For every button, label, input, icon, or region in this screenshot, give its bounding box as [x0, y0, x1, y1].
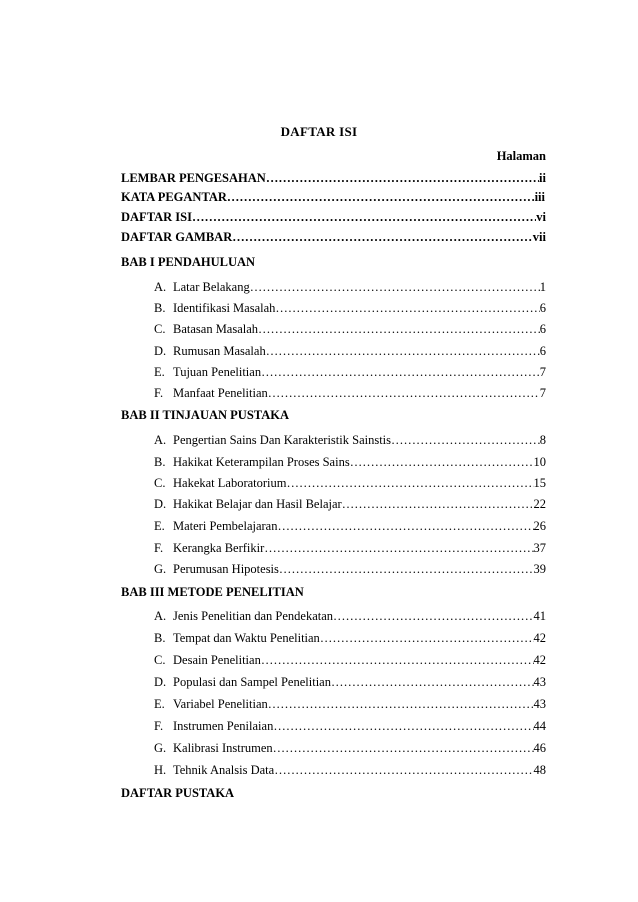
leader-dots: [333, 606, 533, 626]
toc-entry-page: 7: [539, 386, 546, 400]
toc-entry-letter: F.: [154, 386, 164, 400]
toc-entry-page: 42: [533, 653, 546, 667]
toc-entry-label: DAFTAR ISI: [121, 210, 192, 224]
leader-dots: [192, 207, 536, 227]
toc-entry: [154, 672, 546, 692]
toc-entry-page: iii: [534, 190, 545, 204]
toc-entry-label: Pengertian Sains Dan Karakteristik Sainstis: [173, 433, 392, 447]
toc-entry-page: 15: [533, 476, 546, 490]
leader-dots: [342, 494, 534, 514]
leader-dots: [250, 277, 540, 297]
leader-dots: [287, 473, 534, 493]
leader-dots: [273, 738, 534, 758]
leader-dots: [275, 298, 539, 318]
leader-dots: [331, 672, 534, 692]
leader-dots: [273, 716, 533, 736]
chapter-heading-bab-iii: BAB III METODE PENELITIAN: [121, 585, 304, 599]
leader-dots: [350, 452, 534, 472]
toc-entry-label: Latar Belakang: [173, 280, 250, 294]
leader-dots: [258, 319, 540, 339]
toc-entry: [154, 694, 546, 714]
toc-entry-label: KATA PEGANTAR: [121, 190, 227, 204]
toc-entry-label: Hakikat Keterampilan Proses Sains: [173, 455, 350, 469]
toc-entry-page: 22: [533, 497, 546, 511]
toc-entry-letter: B.: [154, 631, 166, 645]
toc-entry-letter: H.: [154, 763, 167, 777]
toc-entry-label: Instrumen Penilaian: [173, 719, 274, 733]
toc-entry: [154, 760, 546, 780]
toc-entry-page: 44: [533, 719, 546, 733]
leader-dots: [264, 538, 533, 558]
toc-entry: [154, 559, 546, 579]
toc-entry-label: DAFTAR GAMBAR: [121, 230, 233, 244]
leader-dots: [274, 760, 533, 780]
back-matter-heading: DAFTAR PUSTAKA: [121, 786, 235, 800]
toc-entry-kata-pegantar: [121, 187, 545, 207]
toc-entry-page: 37: [533, 541, 546, 555]
toc-entry-label: Tempat dan Waktu Penelitian: [173, 631, 320, 645]
leader-dots: [268, 694, 534, 714]
leader-dots: [279, 559, 534, 579]
toc-entry-lembar-pengesahan: [121, 168, 546, 188]
toc-entry-label: Hakikat Belajar dan Hasil Belajar: [173, 497, 342, 511]
toc-entry: [154, 628, 546, 648]
toc-entry-label: LEMBAR PENGESAHAN: [121, 171, 266, 185]
toc-entry-label: Tehnik Analsis Data: [173, 763, 275, 777]
toc-entry-label: Tujuan Penelitian: [173, 365, 262, 379]
toc-entry: [154, 738, 546, 758]
toc-entry: [154, 362, 546, 382]
toc-entry-page: 48: [533, 763, 546, 777]
toc-entry-letter: G.: [154, 741, 167, 755]
toc-entry-page: 46: [533, 741, 546, 755]
toc-entry-letter: C.: [154, 322, 166, 336]
toc-entry-page: 41: [533, 609, 546, 623]
toc-entry-label: Perumusan Hipotesis: [173, 562, 279, 576]
toc-entry-page: 7: [539, 365, 546, 379]
toc-entry: [154, 650, 546, 670]
leader-dots: [261, 362, 540, 382]
toc-entry: [154, 716, 546, 736]
toc-entry-page: 39: [533, 562, 546, 576]
toc-entry: [154, 473, 546, 493]
toc-entry-page: 6: [539, 344, 546, 358]
toc-entry-daftar-gambar: [121, 227, 546, 247]
toc-entry-letter: A.: [154, 280, 167, 294]
toc-entry-letter: A.: [154, 433, 167, 447]
toc-entry-label: Populasi dan Sampel Penelitian: [173, 675, 331, 689]
toc-entry: [154, 516, 546, 536]
toc-entry: [154, 319, 546, 339]
leader-dots: [261, 650, 534, 670]
toc-entry-page: 6: [539, 301, 546, 315]
chapter-heading-bab-i: BAB I PENDAHULUAN: [121, 255, 256, 269]
toc-entry-label: Batasan Masalah: [173, 322, 259, 336]
toc-entry-label: Manfaat Penelitian: [173, 386, 268, 400]
toc-entry: [154, 430, 546, 450]
toc-entry-letter: A.: [154, 609, 167, 623]
leader-dots: [266, 168, 539, 188]
toc-entry-letter: D.: [154, 344, 167, 358]
leader-dots: [227, 187, 535, 207]
toc-entry-page: 8: [539, 433, 546, 447]
toc-entry-label: Identifikasi Masalah: [173, 301, 276, 315]
chapter-heading-bab-ii: BAB II TINJAUAN PUSTAKA: [121, 408, 289, 422]
toc-entry-label: Desain Penelitian: [173, 653, 261, 667]
toc-entry-page: 1: [539, 280, 546, 294]
toc-entry-label: Rumusan Masalah: [173, 344, 266, 358]
toc-entry: [154, 452, 546, 472]
leader-dots: [277, 516, 533, 536]
toc-entry: [154, 341, 546, 361]
toc-entry-page: 26: [533, 519, 546, 533]
toc-entry-letter: C.: [154, 476, 166, 490]
toc-entry-letter: G.: [154, 562, 167, 576]
toc-entry-letter: C.: [154, 653, 166, 667]
toc-entry-label: Jenis Penelitian dan Pendekatan: [173, 609, 334, 623]
leader-dots: [268, 383, 540, 403]
toc-entry: [154, 494, 546, 514]
toc-entry-label: Hakekat Laboratorium: [173, 476, 287, 490]
toc-entry-daftar-isi: [121, 207, 546, 227]
toc-entry-label: Kerangka Berfikir: [173, 541, 265, 555]
toc-entry-page: 42: [533, 631, 546, 645]
toc-entry-page: 43: [533, 675, 546, 689]
toc-entry-page: vii: [532, 230, 546, 244]
page-column-label: Halaman: [496, 149, 546, 163]
toc-entry: [154, 298, 546, 318]
toc-entry: [154, 606, 546, 626]
toc-entry-letter: B.: [154, 455, 166, 469]
leader-dots: [266, 341, 540, 361]
toc-entry-label: Kalibrasi Instrumen: [173, 741, 273, 755]
leader-dots: [391, 430, 540, 450]
toc-entry-letter: E.: [154, 519, 165, 533]
toc-entry-page: 10: [533, 455, 546, 469]
toc-entry-letter: E.: [154, 365, 165, 379]
toc-entry-label: Materi Pembelajaran: [173, 519, 278, 533]
toc-entry-page: 43: [533, 697, 546, 711]
toc-entry-page: 6: [539, 322, 546, 336]
toc-entry-letter: F.: [154, 541, 164, 555]
toc-entry-letter: F.: [154, 719, 164, 733]
toc-entry: [154, 383, 546, 403]
toc-entry-page: ii: [539, 171, 546, 185]
page-title: DAFTAR ISI: [280, 124, 358, 139]
toc-entry: [154, 538, 546, 558]
toc-entry-letter: E.: [154, 697, 165, 711]
leader-dots: [232, 227, 533, 247]
toc-entry-letter: D.: [154, 675, 167, 689]
toc-entry-page: vi: [536, 210, 546, 224]
leader-dots: [320, 628, 534, 648]
toc-entry-label: Variabel Penelitian: [173, 697, 268, 711]
toc-entry-letter: D.: [154, 497, 167, 511]
toc-entry: [154, 277, 546, 297]
toc-entry-letter: B.: [154, 301, 166, 315]
